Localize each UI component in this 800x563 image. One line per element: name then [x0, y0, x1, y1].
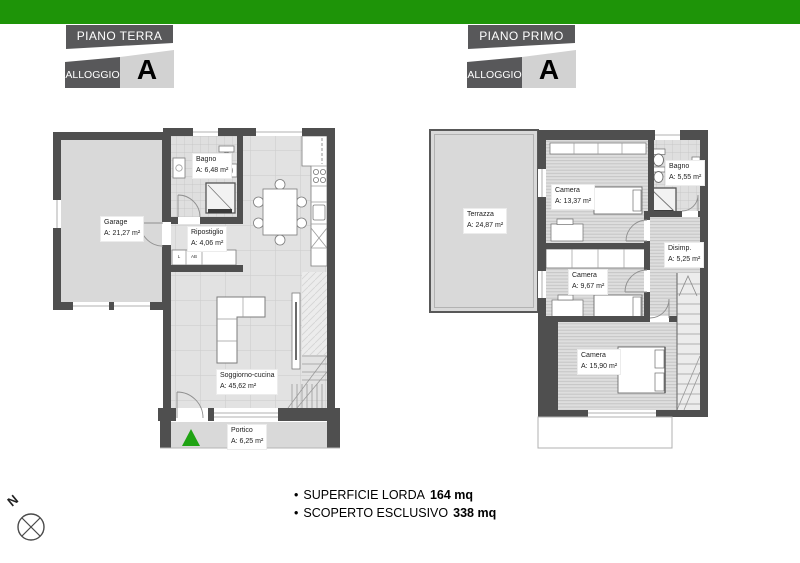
chair-icon: [297, 218, 307, 228]
summary-value: 338 mq: [453, 506, 497, 520]
summary-label: SUPERFICIE LORDA: [303, 488, 425, 502]
room-label-camera-1: Camera A: 13,37 m²: [551, 184, 595, 210]
chair-icon: [297, 197, 307, 207]
toilet-icon: [219, 146, 234, 152]
room-label-garage: Garage A: 21,27 m²: [100, 216, 144, 242]
compass-north-label: N: [4, 491, 22, 510]
summary-value: 164 mq: [429, 488, 474, 502]
chair-icon: [275, 235, 285, 245]
chair-icon: [254, 197, 264, 207]
summary-label: SCOPERTO ESCLUSIVO: [303, 506, 449, 520]
summary-line-superficie-lorda: [294, 486, 496, 504]
room-label-camera-2: Camera A: 9,67 m²: [568, 269, 608, 295]
chair-icon: [275, 180, 285, 190]
appliance-label-washer: L: [177, 254, 181, 259]
room-label-soggiorno: Soggiorno-cucina A: 45,62 m²: [216, 369, 278, 395]
sink-icon: [173, 158, 185, 178]
floor-title-primo: PIANO PRIMO: [479, 29, 564, 43]
room-label-terrazza: Terrazza A: 24,87 m²: [463, 208, 507, 234]
room-label-disimpegno: Disimp. A: 5,25 m²: [664, 242, 704, 268]
unit-letter-primo: A: [538, 54, 560, 85]
chair-icon: [254, 218, 264, 228]
unit-word-terra: ALLOGGIO: [65, 69, 120, 81]
unit-word-primo: ALLOGGIO: [467, 69, 522, 81]
dining-table: [263, 189, 297, 235]
room-label-bagno-terra: Bagno A: 6,48 m²: [192, 153, 232, 179]
compass-icon: [18, 514, 44, 540]
dresser: [552, 300, 583, 317]
summary-line-scoperto-esclusivo: [294, 504, 496, 522]
room-label-portico: Portico A: 6,25 m²: [227, 424, 267, 450]
pillow: [655, 350, 664, 368]
floor-title-terra: PIANO TERRA: [76, 29, 163, 43]
room-label-ripostiglio: Ripostiglio A: 4,06 m²: [187, 226, 227, 252]
balcony-outline: [538, 417, 672, 448]
pillow: [633, 297, 641, 318]
pillow: [633, 190, 641, 211]
unit-letter-terra: A: [136, 54, 158, 85]
dresser: [551, 224, 583, 241]
appliance-label-dryer: AB: [190, 254, 197, 259]
area-summary: [294, 486, 496, 522]
plan-terra-floors: [61, 136, 327, 448]
room-label-bagno-primo: Bagno A: 5,55 m²: [665, 160, 705, 186]
bullet: •: [294, 488, 299, 502]
pillow: [655, 373, 664, 391]
closet-band: [546, 249, 648, 268]
bullet: •: [294, 506, 299, 520]
room-label-camera-3: Camera A: 15,90 m²: [577, 349, 621, 375]
